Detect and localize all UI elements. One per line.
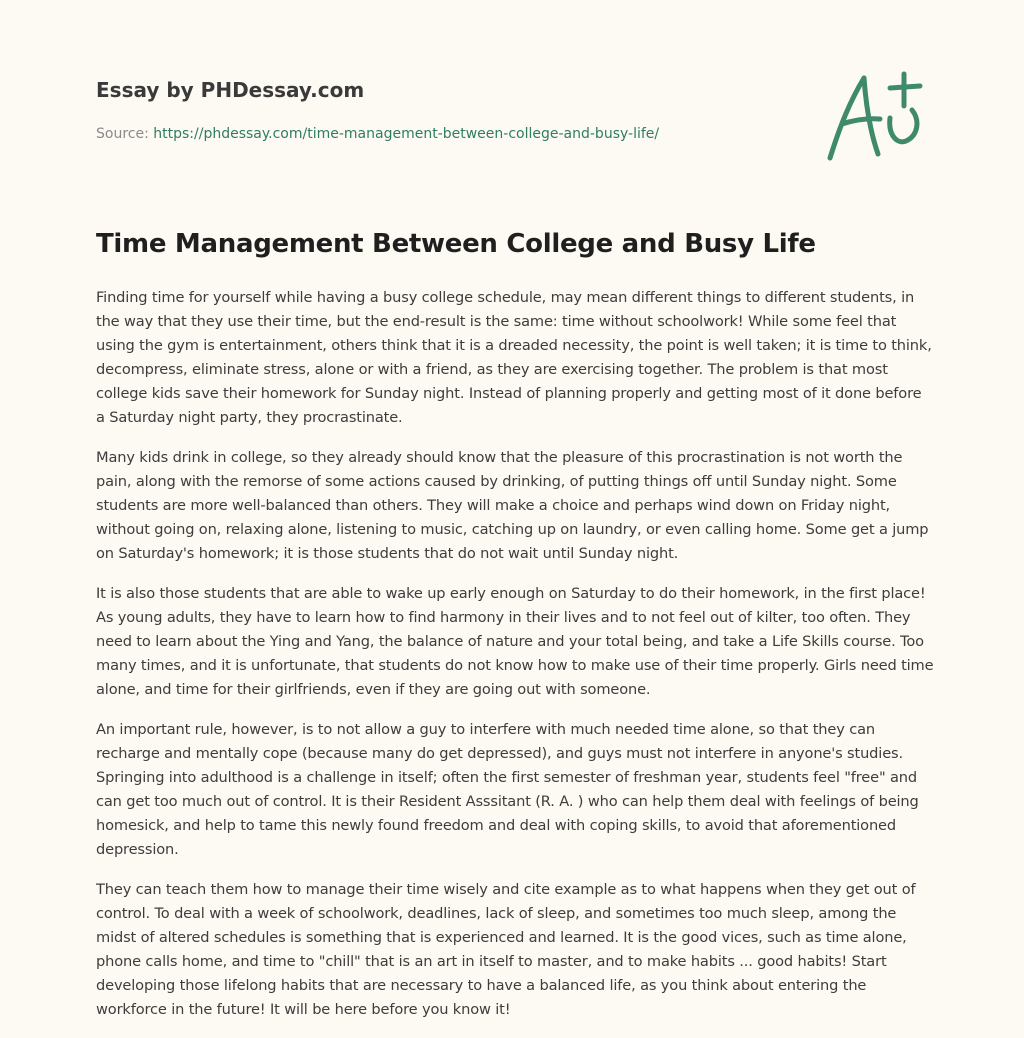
a-plus-grade-icon — [820, 66, 930, 166]
article-body — [96, 286, 934, 1038]
page-header — [96, 76, 796, 144]
article-title: Time Management Between College and Busy Life — [96, 229, 816, 259]
paragraph: Many kids drink in college, so they already should know that the pleasure of this procrastination is not worth the pain, along with the remorse of some actions caused by drinking, of putting things off until Sunday night. Some students are more well-balanced than others. They will make a choice and perhaps wind down on Friday night, without going on, relaxing alone, listening to music, catching up on laundry, or even calling home. Some get a jump on Saturday's homework; it is those students that do not wait until Sunday night. — [96, 449, 929, 562]
paragraph: An important rule, however, is to not allow a guy to interfere with much needed time alone, so that they can recharge and mentally cope (because many do get depressed), and guys must not interfere in anyone's studies. Springing into adulthood is a challenge in itself; often the first semester of freshman year, students feel "free" and can get too much out of control. It is their Resident Asssitant (R. A. ) who can help them deal with feelings of being homesick, and help to tame this newly found freedom and deal with coping skills, to avoid that aforementioned depression. — [96, 721, 919, 858]
source-line — [96, 124, 796, 144]
source-label: Source: — [96, 126, 149, 142]
source-link[interactable]: https://phdessay.com/time-management-between-college-and-busy-life/ — [153, 126, 660, 142]
paragraph: It is also those students that are able to wake up early enough on Saturday to do their homework, in the first place! As young adults, they have to learn how to find harmony in their lives and to not feel out of kilter, too often. They need to learn about the Ying and Yang, the balance of nature and your total being, and take a Life Skills course. Too many times, and it is unfortunate, that students do not know how to make use of their time properly. Girls need time alone, and time for their girlfriends, even if they are going out with someone. — [96, 585, 934, 698]
site-brand: Essay by PHDessay.com — [96, 78, 365, 102]
paragraph: They can teach them how to manage their time wisely and cite example as to what happens when they get out of control. To deal with a week of schoolwork, deadlines, lack of sleep, and sometimes too much sleep, among the midst of altered schedules is something that is experienced and learned. It is the good vices, such as time alone, phone calls home, and time to "chill" that is an art in itself to master, and to make habits ... good habits! Start developing those lifelong habits that are necessary to have a balanced life, as you think about entering the workforce in the future! It will be here before you know it! — [96, 881, 916, 1018]
paragraph: Finding time for yourself while having a busy college schedule, may mean different things to different students, in the way that they use their time, but the end-result is the same: time without schoolwork! While some feel that using the gym is entertainment, others think that it is a dreaded necessity, the point is well taken; it is time to think, decompress, eliminate stress, alone or with a friend, as they are exercising together. The problem is that most college kids save their homework for Sunday night. Instead of planning properly and getting most of it done before a Saturday night party, they procrastinate. — [96, 289, 932, 426]
